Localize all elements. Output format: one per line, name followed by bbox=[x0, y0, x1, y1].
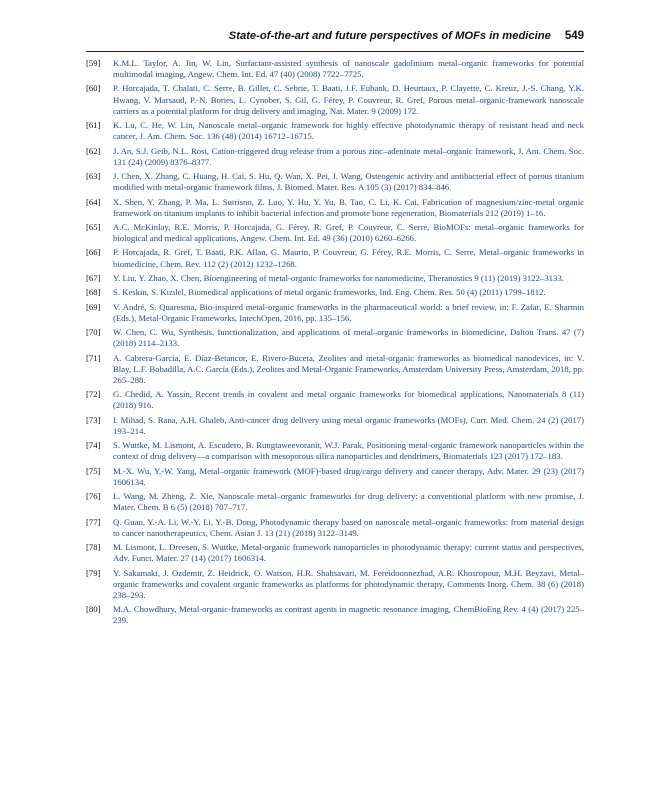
reference-text[interactable]: K. Lu, C. He, W. Lin, Nanoscale metal–organic framework for highly effective photodynamic therapy of resistant head and neck cancer, J. Am. Chem. Soc. 136 (48) (2014) 16712–16715. bbox=[113, 120, 584, 142]
reference-text[interactable]: A. Cabrera-García, E. Díaz-Betancor, E. Rivero-Buceta, Zeolites and metal-organic frameworks as biomedical nanodevices, in: V. Blay, L.F. Bobadilla, A.C. García (Eds.), Zeolites and Metal-Organic Frameworks, Amsterdam University Press, Amsterdam, 2018, pp. 265–288. bbox=[113, 352, 584, 385]
reference-text[interactable]: J. An, S.J. Geib, N.L. Rosi, Cation-triggered drug release from a porous zinc–adeninate metal–organic framework, J. Am. Chem. Soc. 131 (24) (2009) 8376–8377. bbox=[113, 145, 584, 167]
reference-item bbox=[86, 517, 584, 539]
reference-item bbox=[86, 222, 584, 244]
reference-item bbox=[86, 171, 584, 193]
reference-label: [72] bbox=[86, 389, 101, 400]
reference-label: [71] bbox=[86, 352, 101, 363]
reference-item bbox=[86, 604, 584, 626]
reference-text[interactable]: Q. Guan, Y.-A. Li, W.-Y. Li, Y.-B. Dong, Photodynamic therapy based on nanoscale metal–organic frameworks: from material design to cancer nanotherapeutics, Chem. Asian J. 13 (21) (2018) 3122–3149. bbox=[113, 516, 584, 538]
reference-label: [63] bbox=[86, 171, 101, 182]
reference-text[interactable]: M.A. Chowdhury, Metal-organic-frameworks as contrast agents in magnetic resonance imaging, ChemBioEng Rev. 4 (4) (2017) 225–239. bbox=[113, 604, 584, 626]
reference-label: [67] bbox=[86, 272, 101, 283]
reference-item bbox=[86, 415, 584, 437]
reference-text[interactable]: S. Wuttke, M. Lismont, A. Escudero, B. Rungtaweevoranit, W.J. Parak, Positioning metal-organic framework nanoparticles within the context of drug delivery—a comparison with mesoporous silica nanoparticles and dendrimers, Biomaterials 123 (2017) 172–183. bbox=[113, 440, 584, 462]
reference-label: [80] bbox=[86, 604, 101, 615]
reference-item bbox=[86, 327, 584, 349]
reference-text[interactable]: P. Horcajada, R. Gref, T. Baati, P.K. Allan, G. Maurin, P. Couvreur, G. Férey, R.E. Morris, C. Serre, Metal–organic frameworks in biomedicine, Chem. Rev. 112 (2) (2012) 1232–1268. bbox=[113, 247, 584, 269]
reference-label: [69] bbox=[86, 301, 101, 312]
reference-label: [61] bbox=[86, 120, 101, 131]
reference-label: [65] bbox=[86, 222, 101, 232]
reference-text[interactable]: I. Mihad, S. Rana, A.H. Ghaleb, Anti-cancer drug delivery using metal organic frameworks (MOFs), Curr. Med. Chem. 24 (2) (2017) 193–214. bbox=[113, 414, 584, 436]
reference-item bbox=[86, 440, 584, 462]
reference-label: [60] bbox=[86, 83, 101, 94]
reference-item bbox=[86, 542, 584, 564]
reference-item bbox=[86, 273, 584, 284]
page-number: 549 bbox=[564, 30, 584, 42]
reference-item bbox=[86, 287, 584, 298]
reference-item bbox=[86, 353, 584, 386]
reference-item bbox=[86, 491, 584, 513]
reference-text[interactable]: Y. Liu, Y. Zhao, X. Chen, Bioengineering of metal-organic frameworks for nanomedicine, Theranostics 9 (11) (2019) 3122–3133. bbox=[113, 272, 564, 283]
reference-label: [78] bbox=[86, 542, 101, 553]
reference-item bbox=[86, 120, 584, 142]
reference-text[interactable]: M.-X. Wu, Y.-W. Yang, Metal–organic framework (MOF)-based drug/cargo delivery and cancer therapy, Adv. Mater. 29 (23) (2017) 1606134. bbox=[113, 465, 584, 487]
reference-item bbox=[86, 247, 584, 269]
reference-item bbox=[86, 197, 584, 219]
reference-text[interactable]: S. Keskin, S. Kızılel, Biomedical applications of metal organic frameworks, Ind. Eng. Chem. Res. 50 (4) (2011) 1799–1812. bbox=[113, 287, 546, 298]
reference-text[interactable]: X. Shen, Y. Zhang, P. Ma, L. Sutrisno, Z. Luo, Y. Hu, Y. Yu, B. Tao, C. Li, K. Cai, Fabrication of magnesium/zinc-metal organic framework on titanium implants to inhibit bacterial infection and promote bone regeneration, Biomaterials 212 (2019) 1–16. bbox=[113, 196, 584, 218]
reference-text[interactable]: J. Chen, X. Zhang, C. Huang, H. Cai, S. Hu, Q. Wan, X. Pei, J. Wang, Osteogenic activity and antibacterial effect of porous titanium modified with metal-organic framework films, J. Biomed. Mater. Res. A 105 (3) (2017) 834–846. bbox=[113, 171, 584, 193]
reference-text[interactable]: Y. Sakamaki, J. Ozdemir, Z. Heidrick, O. Watson, H.R. Shahsavari, M. Fereidoonnezhad, A.R. Khosropour, M.H. Beyzavi, Metal–organic frameworks and covalent organic frameworks as platforms for photodynamic therapy, Comments Inorg. Chem. 38 (6) (2018) 238–293. bbox=[113, 567, 584, 600]
reference-text[interactable]: L. Wang, M. Zheng, Z. Xie, Nanoscale metal–organic frameworks for drug delivery: a conventional platform with new promise, J. Mater. Chem. B 6 (5) (2018) 707–717. bbox=[113, 491, 584, 513]
reference-label: [59] bbox=[86, 58, 101, 68]
reference-label: [74] bbox=[86, 440, 101, 451]
header-rule bbox=[86, 51, 584, 52]
reference-label: [76] bbox=[86, 491, 101, 502]
reference-text[interactable]: A.C. McKinlay, R.E. Morris, P. Horcajada, G. Férey, R. Gref, P. Couvreur, C. Serre, BioMOFs: metal–organic frameworks for biological and medical applications, Angew. Chem. Int. Ed. 49 (36) (2010) 6260–6266. bbox=[113, 222, 584, 244]
reference-text[interactable]: M. Lismont, L. Dreesen, S. Wuttke, Metal-organic framework nanoparticles in photodynamic therapy: current status and perspectives, Adv. Funct. Mater. 27 (14) (2017) 1606314. bbox=[113, 542, 584, 564]
reference-label: [62] bbox=[86, 145, 101, 156]
reference-label: [73] bbox=[86, 414, 101, 425]
reference-item bbox=[86, 58, 584, 80]
running-header bbox=[86, 30, 584, 50]
reference-list bbox=[86, 58, 584, 630]
reference-item bbox=[86, 466, 584, 488]
reference-label: [75] bbox=[86, 465, 101, 476]
reference-item bbox=[86, 389, 584, 411]
reference-item bbox=[86, 83, 584, 116]
running-title: State-of-the-art and future perspectives of MOFs in medicine bbox=[228, 30, 551, 42]
reference-text[interactable]: W. Chen, C. Wu, Synthesis, functionalization, and applications of metal–organic frameworks in biomedicine, Dalton Trans. 47 (7) (2018) 2114–2133. bbox=[113, 327, 584, 349]
reference-label: [77] bbox=[86, 516, 101, 527]
reference-label: [66] bbox=[86, 247, 101, 258]
reference-item bbox=[86, 568, 584, 601]
reference-label: [68] bbox=[86, 287, 101, 298]
reference-text[interactable]: V. André, S. Quaresma, Bio-inspired metal-organic frameworks in the pharmaceutical world: a brief review, in: F. Zafar, E. Sharmin (Eds.), Metal-Organic Frameworks, IntechOpen, 2016, pp. 135–156. bbox=[113, 301, 584, 323]
reference-item bbox=[86, 302, 584, 324]
reference-text[interactable]: P. Horcajada, T. Chalati, C. Serre, B. Gillet, C. Sebrie, T. Baati, J.F. Eubank, D. Heurtaux, P. Clayette, C. Kreuz, J.-S. Chang, Y.K. Hwang, V. Marsaud, P.-N. Bories, L. Cynober, S. Gil, G. Férey, P. Couvreur, R. Gref, Porous metal–organic-framework nanoscale carriers as a potential platform for drug delivery and imaging, Nat. Mater. 9 (2009) 172. bbox=[113, 83, 584, 116]
reference-label: [64] bbox=[86, 196, 101, 207]
reference-item bbox=[86, 146, 584, 168]
reference-text[interactable]: K.M.L. Taylor, A. Jin, W. Lin, Surfactant-assisted synthesis of nanoscale gadolinium metal–organic frameworks for potential multimodal imaging, Angew. Chem. Int. Ed. 47 (40) (2008) 7722–7725. bbox=[113, 58, 584, 80]
reference-label: [70] bbox=[86, 327, 101, 338]
reference-label: [79] bbox=[86, 567, 101, 578]
reference-text[interactable]: G. Chedid, A. Yassin, Recent trends in covalent and metal organic frameworks for biomedical applications, Nanomaterials 8 (11) (2018) 916. bbox=[113, 389, 584, 411]
